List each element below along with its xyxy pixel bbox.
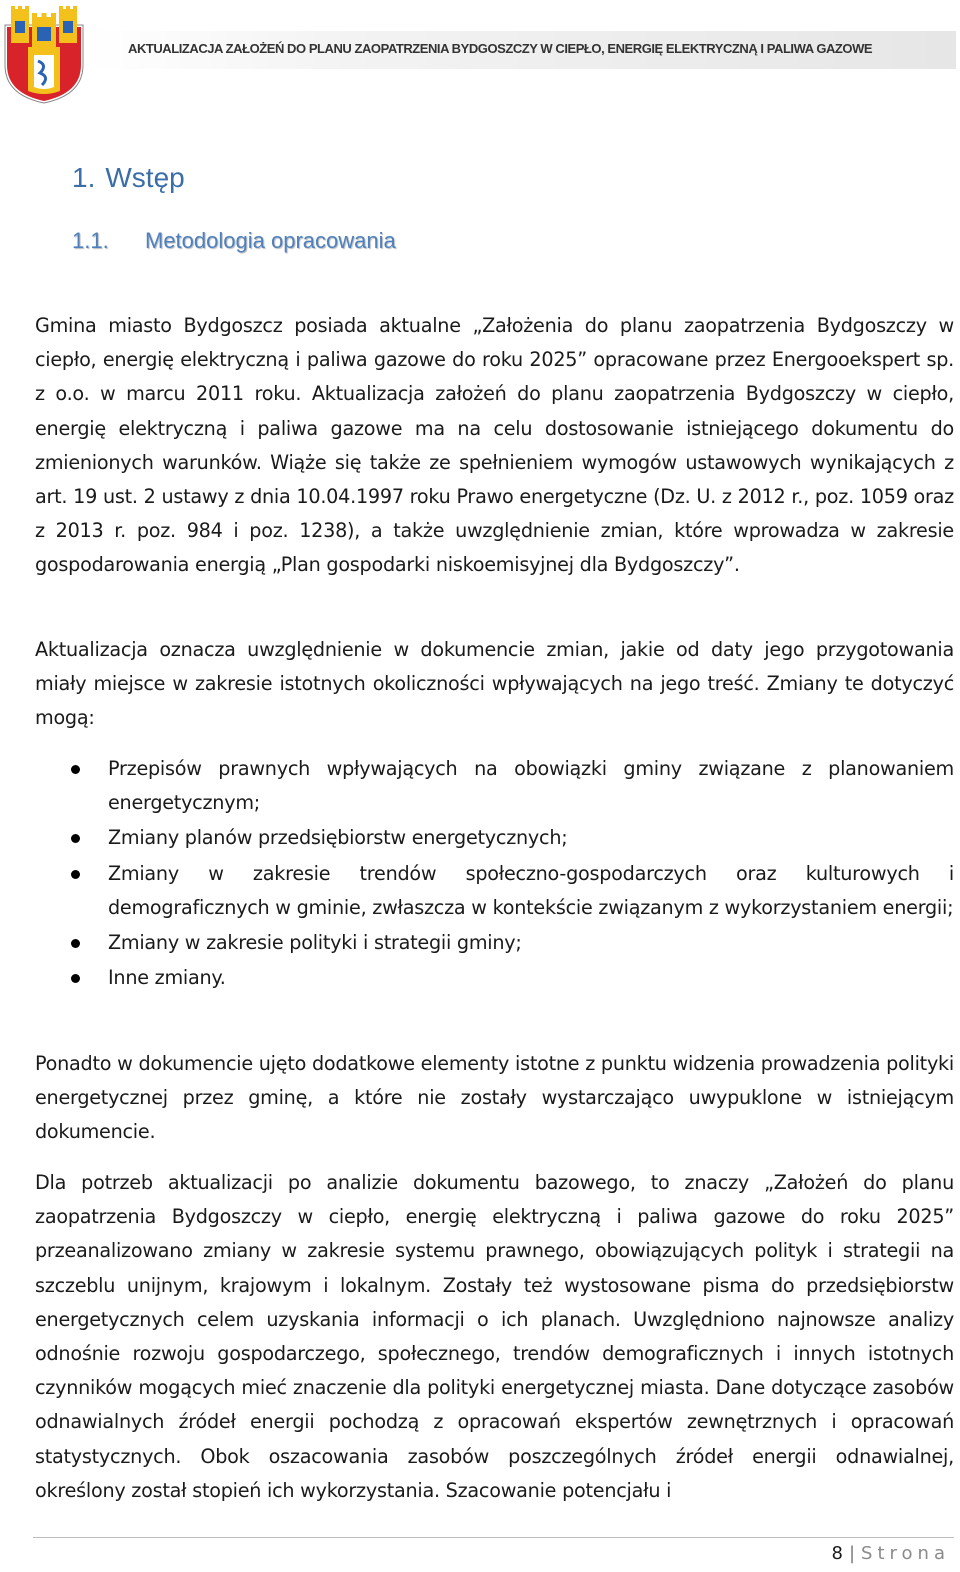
subsection-number: 1.1.	[72, 228, 109, 253]
page-footer	[832, 1543, 950, 1564]
list-item	[35, 821, 954, 855]
list-item-text: Przepisów prawnych wpływających na obowiązki gminy związane z planowaniem energetycznym;	[108, 757, 954, 815]
paragraph-introduction: Gmina miasto Bydgoszcz posiada aktualne „Założenia do planu zaopatrzenia Bydgoszczy w ciepło, energię elektryczną i paliwa gazowe do roku 2025” opracowane przez Energooekspert sp. z o.o. w marcu 2011 roku. Aktualizacja założeń do planu zaopatrzenia Bydgoszczy w ciepło, energię elektryczną i paliwa gazowe ma na celu dostosowanie istniejącego dokumentu do zmienionych warunków. Wiąże się także ze spełnieniem wymogów ustawowych wynikających z art. 19 ust. 2 ustawy z dnia 10.04.1997 roku Prawo energetyczne (Dz. U. z 2012 r., poz. 1059 oraz z 2013 r. poz. 984 i poz. 1238), a także uwzględnienie zmian, które wprowadza w zakresie gospodarowania energią „Plan gospodarki niskoemisyjnej dla Bydgoszczy”.	[35, 314, 954, 577]
bydgoszcz-coat-of-arms-icon	[2, 3, 86, 104]
list-item	[35, 857, 954, 925]
paragraph-update-meaning: Aktualizacja oznacza uwzględnienie w dokumencie zmian, jakie od daty jego przygotowania miały miejsce w zakresie istotnych okoliczności wpływających na jego treść. Zmiany te dotyczyć mogą:	[35, 638, 954, 730]
bullet-dot-icon	[71, 870, 80, 879]
subsection-title: Metodologia opracowania	[145, 228, 396, 253]
changes-list	[35, 752, 954, 996]
page-number: 8	[831, 1543, 843, 1564]
page-header	[0, 0, 960, 110]
page-label: Strona	[861, 1543, 950, 1564]
list-item	[35, 961, 954, 995]
list-item	[35, 752, 954, 820]
bullet-dot-icon	[71, 974, 80, 983]
subsection-heading	[72, 228, 396, 254]
list-item-text: Zmiany w zakresie polityki i strategii gminy;	[108, 931, 522, 955]
list-item-text: Zmiany planów przedsiębiorstw energetycznych;	[108, 826, 568, 850]
list-item	[35, 926, 954, 960]
footer-separator: |	[848, 1543, 856, 1564]
list-item-text: Inne zmiany.	[108, 966, 226, 990]
section-title: Wstęp	[105, 162, 185, 193]
section-number: 1.	[72, 162, 96, 193]
section-heading	[72, 162, 185, 194]
footer-divider	[33, 1537, 954, 1538]
bullet-dot-icon	[71, 939, 80, 948]
bullet-dot-icon	[71, 765, 80, 774]
list-item-text: Zmiany w zakresie trendów społeczno-gospodarczych oraz kulturowych i demograficznych w gminie, zwłaszcza w kontekście związanym z wykorzystaniem energii;	[108, 861, 954, 919]
bullet-dot-icon	[71, 834, 80, 843]
paragraph-methodology: Dla potrzeb aktualizacji po analizie dokumentu bazowego, to znaczy „Założeń do planu zaopatrzenia Bydgoszczy w ciepło, energię elektryczną i paliwa gazowe do roku 2025” przeanalizowano zmiany w zakresie systemu prawnego, obowiązujących polityk i strategii na szczeblu unijnym, krajowym i lokalnym. Zostały też wystosowane pisma do przedsiębiorstw energetycznych celem uzyskania informacji o ich planach. Uwzględniono najnowsze analizy odnośnie rozwoju gospodarczego, społecznego, trendów demograficznych i innych istotnych czynników mogących mieć znaczenie dla polityki energetycznej miasta. Dane dotyczące zasobów odnawialnych źródeł energii pochodzą z opracowań ekspertów zewnętrznych i opracowań statystycznych. Obok oszacowania zasobów poszczególnych źródeł energii odnawialnej, określony został stopień ich wykorzystania. Szacowanie potencjału i	[35, 1171, 954, 1502]
document-running-title: AKTUALIZACJA ZAŁOŻEŃ DO PLANU ZAOPATRZENIA BYDGOSZCZY W CIEPŁO, ENERGIĘ ELEKTRYCZNĄ I PALIWA GAZOWE	[128, 41, 873, 56]
paragraph-additional-elements: Ponadto w dokumencie ujęto dodatkowe elementy istotne z punktu widzenia prowadzenia polityki energetycznej przez gminę, a które nie zostały wystarczająco uwypuklone w istniejącym dokumencie.	[35, 1052, 954, 1144]
